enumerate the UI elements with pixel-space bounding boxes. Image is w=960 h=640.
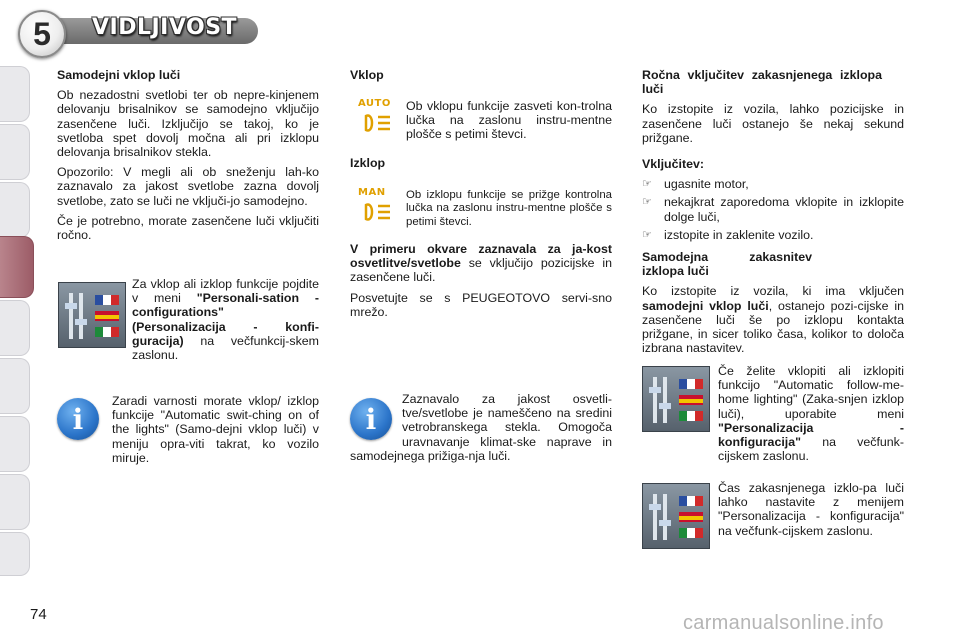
- section-heading: Samodejna zakasnitev izklopa luči: [642, 250, 812, 279]
- info-icon: i: [350, 398, 392, 440]
- text: se vključijo pozicijske in zasenčene luči.: [350, 256, 612, 285]
- list-item-text: izstopite in zaklenite vozilo.: [664, 227, 814, 242]
- settings-menu-image: [58, 282, 126, 348]
- chapter-tab[interactable]: [0, 532, 30, 576]
- menu-name: "Personali-sation - configurations" (Personalizacija - konfi-guracija): [132, 291, 319, 348]
- man-label: MAN: [358, 187, 386, 198]
- list-item-text: ugasnite motor,: [664, 177, 749, 192]
- settings-menu-image: [642, 366, 710, 432]
- text: Če želite vklopiti ali izklopiti funkcijo "Automatic follow-me-home lighting" (Zaka-snjen izklop luči), uporabite meni: [718, 364, 904, 421]
- paragraph: Ob nezadostni svetlobi ter ob nepre-kinjenem delovanju brisalnikov se samodejno vključijo zasenčene luči. Izključijo se takoj, ko je svetloba spet dovolj močna ali pri izklopu delovanja brisalnikov stekla.: [57, 88, 319, 160]
- col3-settings1-text: [718, 364, 904, 463]
- list-item: [642, 195, 904, 223]
- paragraph: Opozorilo: V megli ali ob sneženju lah-ko zaznavalo za jakost svetlobe zazna dovolj svetlobe, zato se luči ne vključi-jo samodejno.: [57, 165, 319, 208]
- finger-pointer-icon: ☞: [642, 196, 652, 209]
- page-number: 74: [30, 606, 47, 623]
- section-heading: Vklop: [350, 68, 384, 82]
- col2-malfunction: [350, 242, 612, 325]
- chapter-tab[interactable]: [0, 182, 30, 238]
- list-item: [642, 228, 904, 242]
- paragraph: [350, 242, 612, 285]
- col3-settings2-text: Čas zakasnjenega izklo-pa luči lahko nastavite z menijem "Personalizacija - konfiguracija" na večfunk-cijskem zaslonu.: [718, 481, 904, 538]
- finger-pointer-icon: ☞: [642, 178, 652, 191]
- text: na večfunkcij-skem zaslonu.: [132, 333, 319, 363]
- chapter-tab[interactable]: [0, 124, 30, 180]
- chapter-tab[interactable]: [0, 300, 30, 356]
- man-lamp-icon: [356, 187, 400, 231]
- paragraph: [642, 284, 904, 355]
- auto-label: AUTO: [358, 98, 391, 109]
- auto-lamp-icon: [356, 98, 400, 142]
- settings-menu-image: [642, 483, 710, 549]
- chapter-tab[interactable]: [0, 358, 30, 414]
- text: Zaznavalo za jakost osvetli-tve/svetlobe je nameščeno na sredini vetrobranskega stekla. Omogoča uravnavanje klimat-ske naprave in samodejnega prižiga-nja luči.: [350, 392, 612, 463]
- col1-info-text: Zaradi varnosti morate vklop/ izklop funkcije "Automatic swit-ching on of the lights" (Samo-dejni vklop luči) v meniju opra-viti takrat, ko vozilo miruje.: [112, 394, 319, 465]
- watermark: carmanualsonline.info: [683, 612, 884, 634]
- page-title: VIDLJIVOST: [92, 15, 238, 40]
- col1-intro: [57, 68, 319, 248]
- text: Ko izstopite iz vozila, ki ima vključen: [642, 284, 904, 299]
- menu-name: "Personalizacija - konfiguracija": [718, 420, 904, 450]
- chapter-number: 5: [18, 10, 66, 58]
- vklop-heading-block: [350, 68, 612, 88]
- text: na večfunk-cijskem zaslonu.: [718, 435, 904, 464]
- paragraph: Če je potrebno, morate zasenčene luči vključiti ročno.: [57, 213, 319, 243]
- section-heading: Ročna vključitev zakasnjenega izklopa luči: [642, 68, 882, 97]
- izklop-text: Ob izklopu funkcije se prižge kontrolna lučka na zaslonu instru-mentne plošče s petimi števci.: [406, 189, 612, 228]
- bold-text: V primeru okvare zaznavala za ja-kost osvetlitve/svetlobe: [350, 242, 612, 271]
- bold-text: samodejni vklop luči: [642, 298, 769, 313]
- col2-info-text: [350, 392, 612, 463]
- chapter-tab[interactable]: [0, 416, 30, 472]
- text: , ostanejo pozi-cijske in zasenčene luči še po izklopu kontakta prižgane, in sicer toliko časa, kolikor to določa izbrana nastavitev.: [642, 298, 904, 356]
- section-heading: Samodejni vklop luči: [57, 68, 181, 82]
- izklop-heading-block: [350, 156, 612, 176]
- col1-settings-text: [132, 277, 319, 362]
- info-icon: i: [57, 398, 99, 440]
- text: Za vklop ali izklop funkcije pojdite v meni: [132, 277, 319, 306]
- list-item: [642, 177, 904, 191]
- col3-main: [642, 68, 904, 361]
- section-heading: Vključitev:: [642, 157, 704, 172]
- paragraph: Ko izstopite iz vozila, lahko pozicijske in zasenčene luči ostanejo še nekaj sekund prižgane.: [642, 102, 904, 145]
- section-heading: Izklop: [350, 156, 386, 170]
- chapter-tab[interactable]: [0, 474, 30, 530]
- finger-pointer-icon: ☞: [642, 228, 652, 241]
- paragraph: Posvetujte se s PEUGEOTOVO servi-sno mrežo.: [350, 290, 612, 319]
- chapter-tab[interactable]: [0, 66, 30, 122]
- chapter-tab-active[interactable]: [0, 236, 34, 298]
- list-item-text: nekajkrat zaporedoma vklopite in izklopite dolge luči,: [664, 195, 904, 224]
- icon-spacer: [350, 392, 402, 448]
- vklop-text: Ob vklopu funkcije zasveti kon-trolna lučka na zaslonu instru-mentne plošče s petimi števci.: [406, 99, 612, 142]
